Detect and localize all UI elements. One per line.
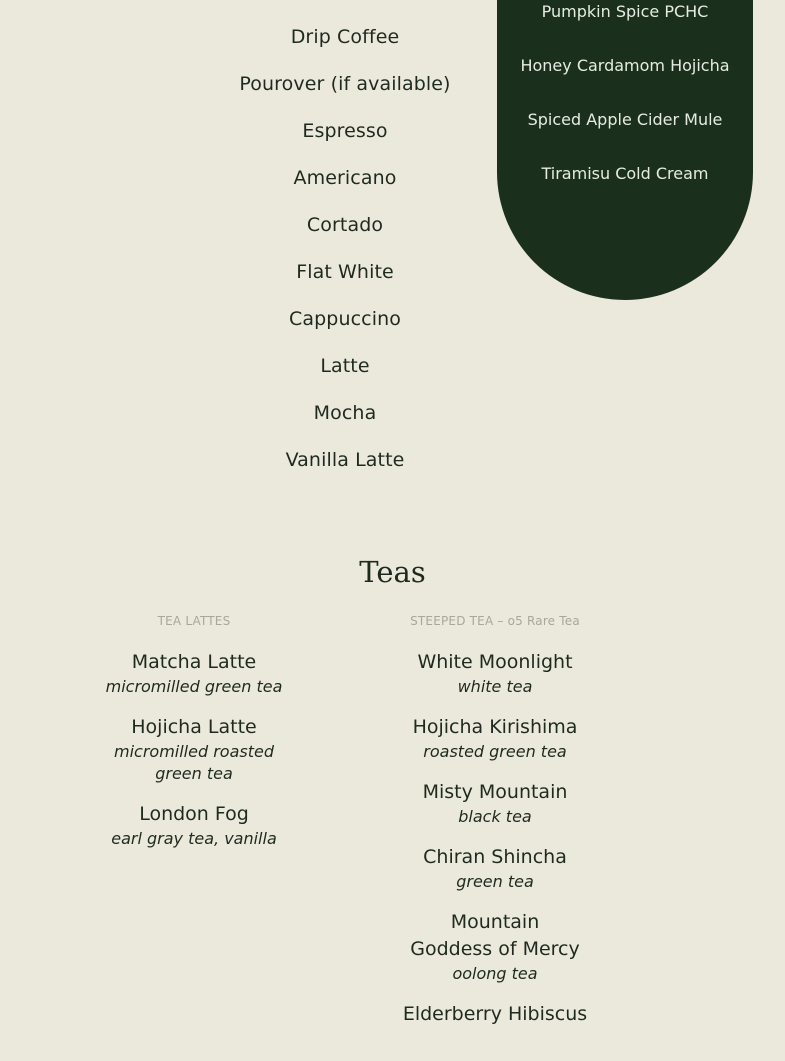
coffee-item: Vanilla Latte bbox=[285, 449, 405, 471]
coffee-item: Pourover (if available) bbox=[239, 73, 451, 95]
tea-name: Misty Mountain bbox=[422, 781, 568, 803]
teas-section-title: Teas bbox=[359, 555, 426, 589]
tea-description: micromilled green tea bbox=[105, 677, 283, 696]
steeped-tea-item bbox=[390, 714, 600, 763]
tea-name: Hojicha Kirishima bbox=[412, 716, 578, 738]
coffee-menu-list bbox=[190, 14, 500, 484]
tea-description: roasted green tea bbox=[423, 742, 567, 761]
coffee-item: Mocha bbox=[313, 402, 377, 424]
seasonal-item: Honey Cardamom Hojicha bbox=[520, 56, 730, 75]
coffee-item: Latte bbox=[320, 355, 370, 377]
tea-lattes-column bbox=[89, 613, 299, 866]
tea-name: London Fog bbox=[139, 803, 249, 825]
steeped-tea-item bbox=[390, 909, 600, 985]
tea-name: Matcha Latte bbox=[131, 651, 257, 673]
tea-latte-item bbox=[89, 801, 299, 850]
steeped-tea-item bbox=[390, 779, 600, 828]
steeped-tea-item bbox=[390, 1001, 600, 1028]
steeped-tea-column bbox=[390, 613, 600, 1044]
seasonal-item: Tiramisu Cold Cream bbox=[541, 164, 709, 183]
tea-name: Elderberry Hibiscus bbox=[402, 1003, 588, 1025]
tea-lattes-header: TEA LATTES bbox=[157, 614, 231, 628]
tea-latte-item bbox=[89, 714, 299, 785]
coffee-item: Cortado bbox=[306, 214, 384, 236]
seasonal-item: Pumpkin Spice PCHC bbox=[541, 2, 709, 21]
tea-latte-item bbox=[89, 649, 299, 698]
steeped-tea-item bbox=[390, 844, 600, 893]
seasonal-item: Spiced Apple Cider Mule bbox=[527, 110, 723, 129]
coffee-item: Drip Coffee bbox=[290, 26, 400, 48]
steeped-tea-item bbox=[390, 649, 600, 698]
tea-description: micromilled roasted green tea bbox=[114, 742, 274, 783]
tea-description: oolong tea bbox=[452, 964, 538, 983]
coffee-item: Espresso bbox=[302, 120, 388, 142]
tea-name: Chiran Shincha bbox=[423, 846, 567, 868]
coffee-item: Flat White bbox=[296, 261, 394, 283]
seasonal-menu-card bbox=[497, 0, 753, 300]
tea-name: Hojicha Latte bbox=[131, 716, 257, 738]
tea-description: earl gray tea, vanilla bbox=[111, 829, 277, 848]
coffee-item: Americano bbox=[293, 167, 397, 189]
tea-description: black tea bbox=[458, 807, 532, 826]
tea-name: Mountain Goddess of Mercy bbox=[410, 911, 580, 960]
tea-name: White Moonlight bbox=[417, 651, 573, 673]
tea-description: white tea bbox=[457, 677, 533, 696]
seasonal-menu-list bbox=[497, 0, 753, 201]
coffee-item: Cappuccino bbox=[289, 308, 401, 330]
steeped-tea-header: STEEPED TEA – o5 Rare Tea bbox=[410, 614, 580, 628]
tea-description: green tea bbox=[456, 872, 534, 891]
